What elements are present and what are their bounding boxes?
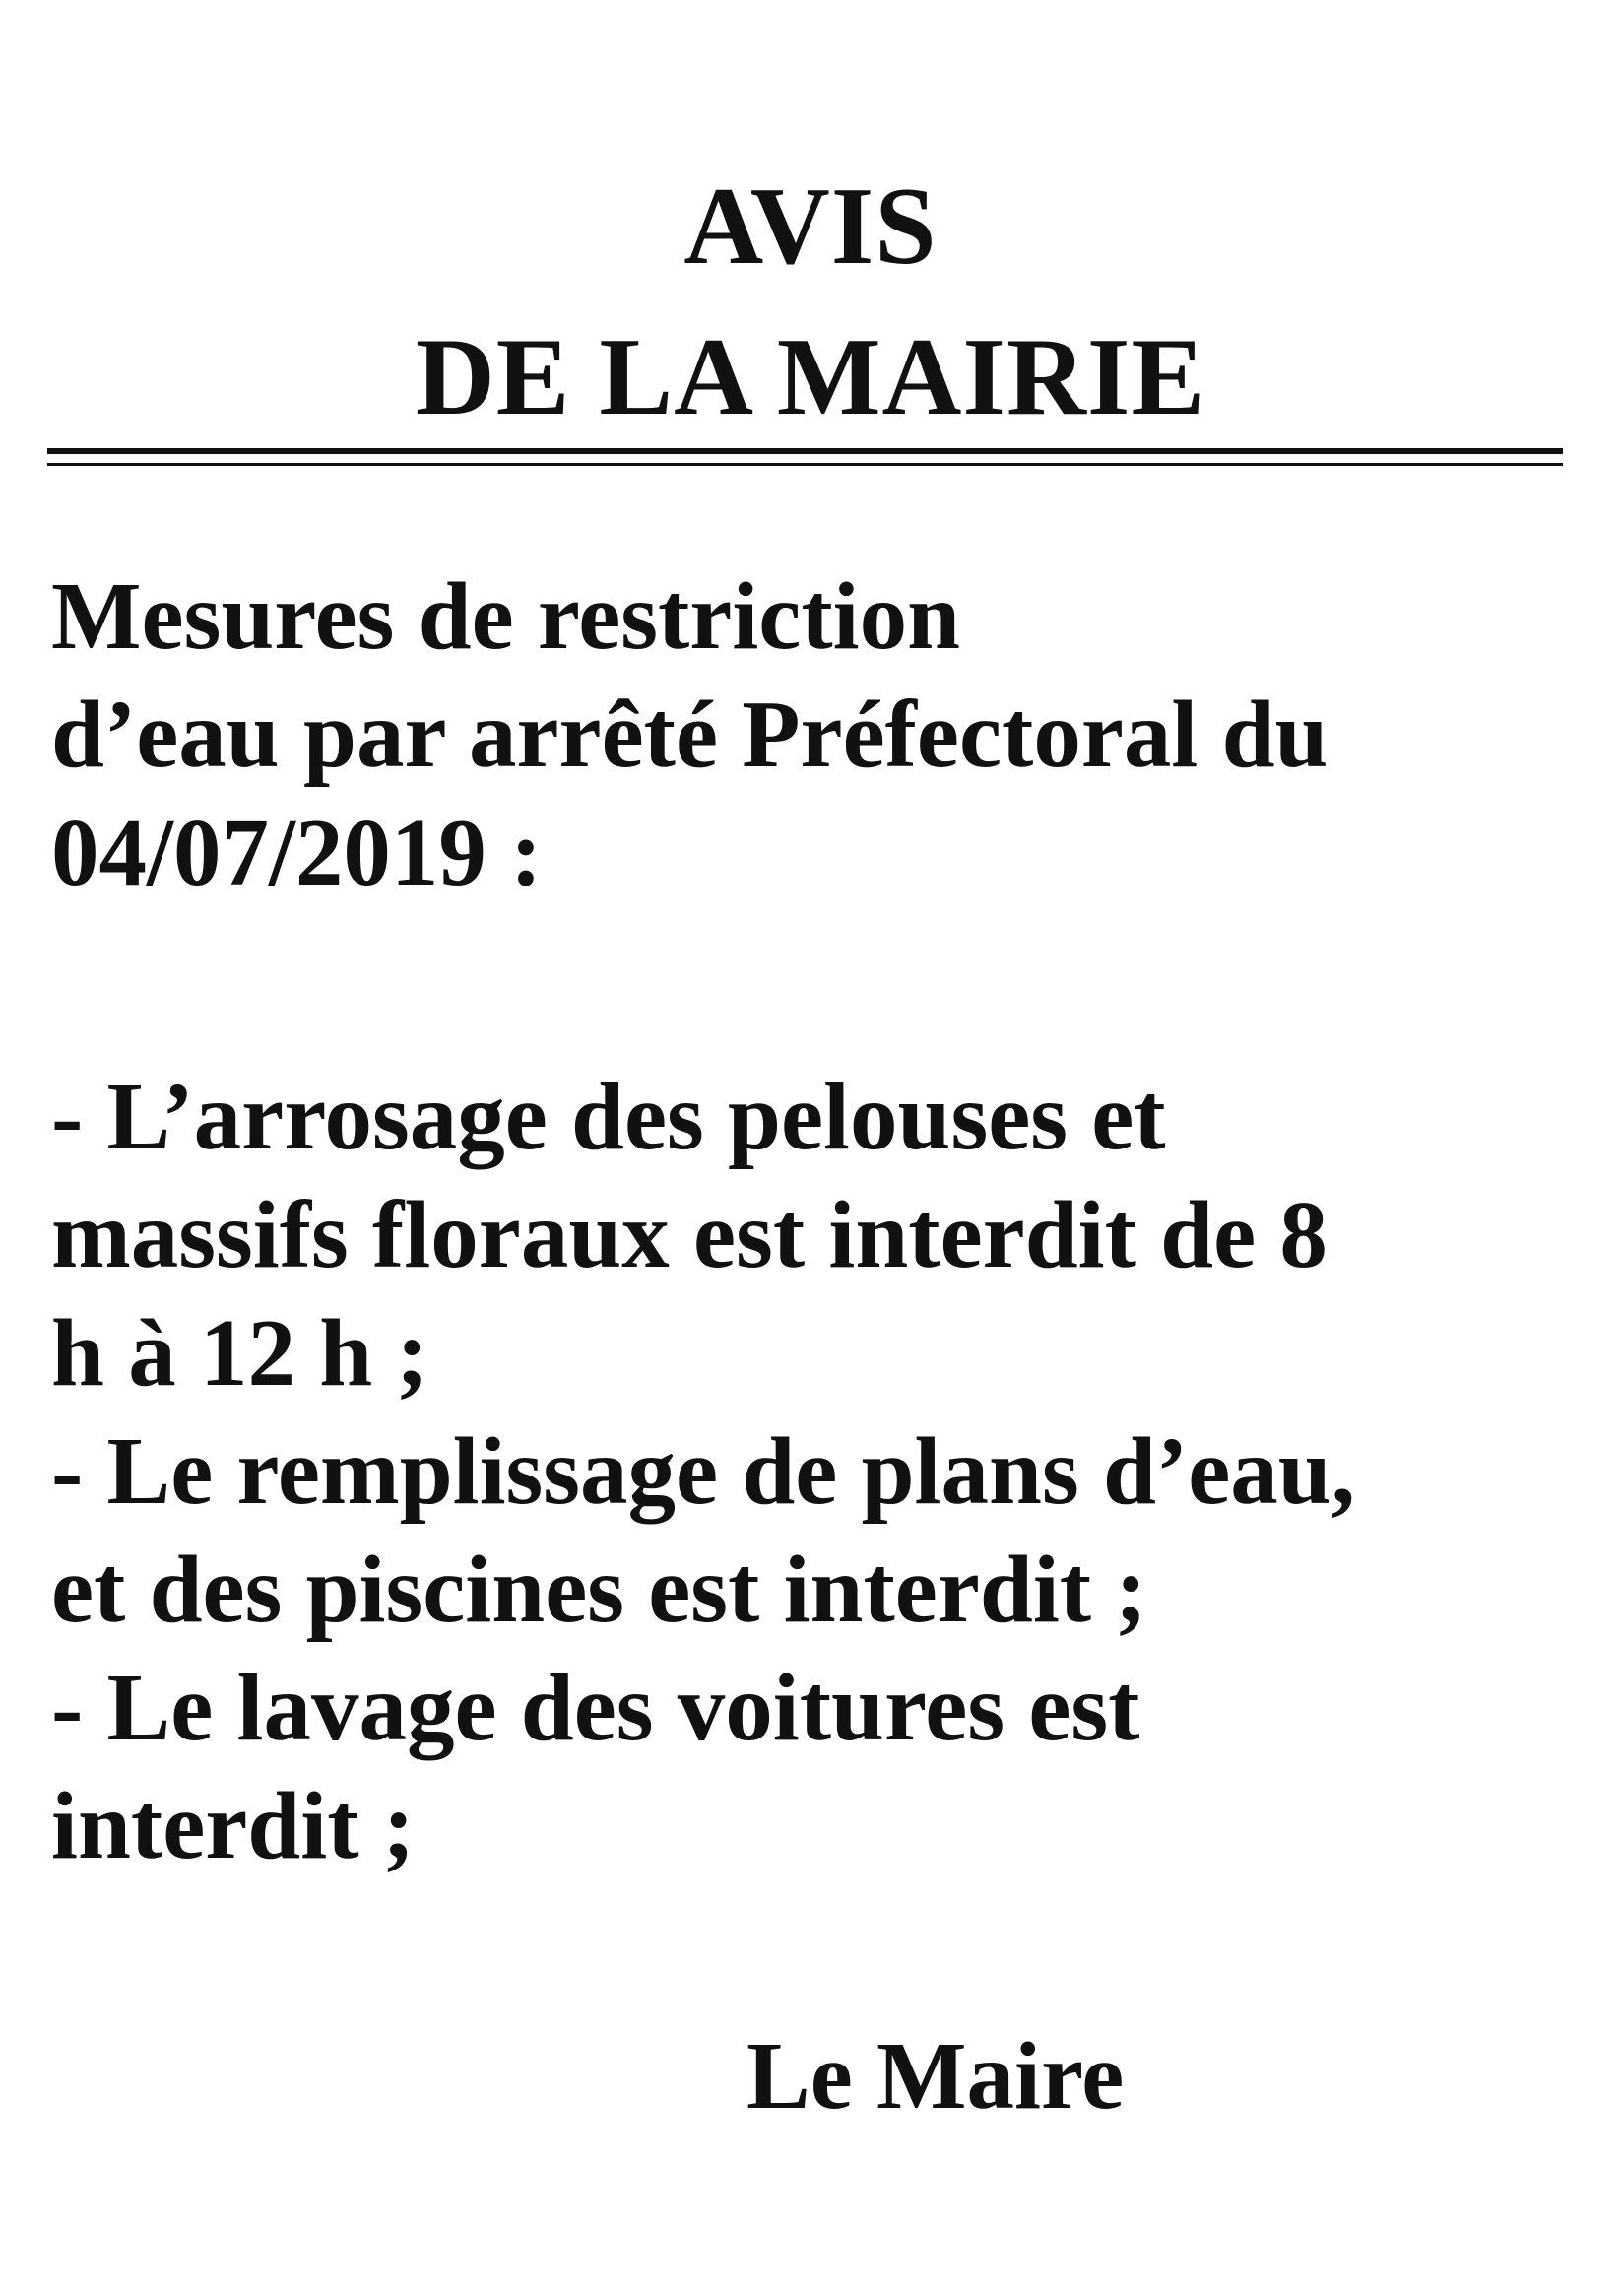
measure-line: h à 12 h ; [51,1300,428,1406]
intro-line: Mesures de restriction [51,563,961,669]
signature: Le Maire [746,2023,1125,2129]
measure-line: - Le lavage des voitures est [51,1655,1140,1760]
measure-line: massifs floraux est interdit de 8 [51,1182,1328,1287]
title-divider-thin [47,463,1563,466]
measure-line: - Le remplissage de plans d’eau, [51,1418,1355,1524]
measure-line: et des piscines est interdit ; [51,1537,1147,1642]
intro-date-line: 04/07/2019 : [51,800,543,905]
title-divider-thick [47,448,1563,454]
measure-line: - L’arrosage des pelouses et [51,1064,1166,1169]
notice-title-line-2: DE LA MAIRIE [415,316,1206,438]
measure-line: interdit ; [51,1773,416,1878]
notice-title-line-1: AVIS [683,165,938,288]
intro-line: d’eau par arrêté Préfectoral du [51,682,1329,787]
